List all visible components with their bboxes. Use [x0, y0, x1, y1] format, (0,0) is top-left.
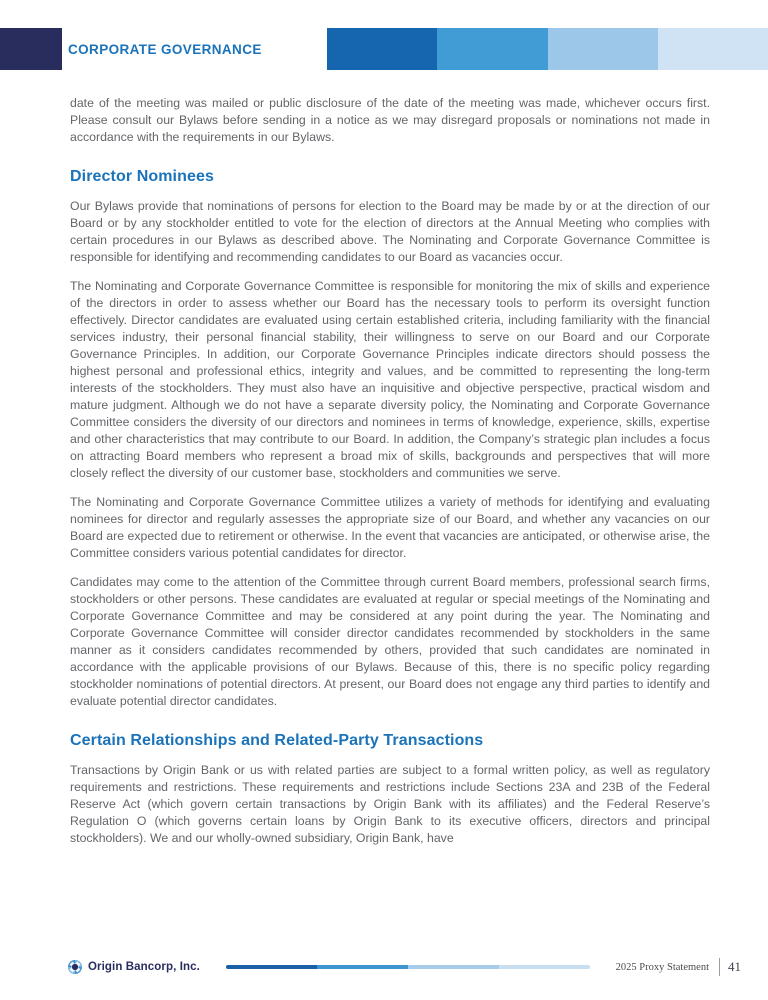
page-header: [0, 28, 768, 70]
paragraph-intro: date of the meeting was mailed or public disclosure of the date of the meeting was made, whichever occurs first. Please consult our Bylaws before sending in a notice as we may disregard proposals or nominations not made in accordance with the requirements in our Bylaws.: [70, 96, 710, 144]
paragraph-nominations: Our Bylaws provide that nominations of persons for election to the Board may be made by or at the direction of our Board or by any stockholder entitled to vote for the election of directors at the Annual Meeting who complies with certain procedures in our Bylaws as described above. The Nominating and Corporate Governance Committee is responsible for identifying and recommending candidates to our Board as vacancies occur.: [70, 199, 710, 264]
header-bar-segment-1: [327, 28, 437, 70]
header-navy-block: [0, 28, 62, 70]
footer-doc-title: 2025 Proxy Statement: [615, 961, 709, 973]
section-title: CORPORATE GOVERNANCE: [68, 41, 262, 57]
header-bar-segment-3: [548, 28, 658, 70]
footer-separator: [719, 958, 720, 976]
footer-company-name: Origin Bancorp, Inc.: [88, 961, 200, 973]
footer-gradient-rule: [226, 965, 590, 969]
paragraph-mix-of-skills: The Nominating and Corporate Governance Committee is responsible for monitoring the mix of skills and experience of the directors in order to assess whether our Board has the necessary tools to perform its oversight function effectively. Director candidates are evaluated using certain established criteria, including familiarity with the financial services industry, their personal financial stability, their willingness to serve on our Board and our Corporate Governance Principles. In addition, our Corporate Governance Principles indicate directors should possess the highest personal and professional ethics, integrity and values, and be committed to representing the long-term interests of the stockholders. They must also have an inquisitive and objective perspective, practical wisdom and mature judgment. Although we do not have a separate diversity policy, the Nominating and Corporate Governance Committee considers the diversity of our directors and nominees in terms of knowledge, experience, skills, expertise and other characteristics that may contribute to our Board. In addition, the Company’s strategic plan includes a focus on attracting Board members who represent a broad mix of skills, backgrounds and perspectives that will more closely reflect the diversity of our customer base, stockholders and communities we serve.: [70, 279, 710, 480]
page-footer: [68, 956, 741, 978]
header-bar-segment-4: [658, 28, 768, 70]
page-number: 41: [728, 959, 741, 974]
paragraph-transactions: Transactions by Origin Bank or us with related parties are subject to a formal written policy, as well as regulatory requirements and restrictions. These requirements and restrictions include Sections 23A and 23B of the Federal Reserve Act (which govern certain transactions by Origin Bank with its affiliates) and the Federal Reserve’s Regulation O (which governs certain loans by Origin Bank to its executive officers, directors and principal stockholders). We and our wholly-owned subsidiary, Origin Bank, have: [70, 763, 710, 845]
paragraph-candidates: Candidates may come to the attention of the Committee through current Board members, professional search firms, stockholders or other persons. These candidates are evaluated at regular or special meetings of the Nominating and Corporate Governance Committee and may be considered at any point during the year. The Nominating and Corporate Governance Committee will consider director candidates recommended by stockholders in the same manner as it considers candidates recommended by others, provided that such candidates are nominated in accordance with the applicable provisions of our Bylaws. Because of this, there is no specific policy regarding stockholder nominations of potential directors. At present, our Board does not engage any third parties to identify and evaluate potential director candidates.: [70, 575, 710, 708]
footer-rule-segment-3: [408, 965, 499, 969]
header-gradient-bar: [327, 28, 768, 70]
document-body: [70, 95, 710, 859]
footer-rule-segment-1: [226, 965, 317, 969]
heading-related-party: Certain Relationships and Related-Party Transactions: [70, 732, 484, 749]
footer-rule-segment-2: [317, 965, 408, 969]
heading-director-nominees: Director Nominees: [70, 168, 214, 185]
footer-rule-segment-4: [499, 965, 590, 969]
paragraph-methods: The Nominating and Corporate Governance Committee utilizes a variety of methods for identifying and evaluating nominees for director and regularly assesses the appropriate size of our Board, and whether any vacancies on our Board are expected due to retirement or otherwise. In the event that vacancies are anticipated, or otherwise arise, the Committee considers various potential candidates for director.: [70, 495, 710, 560]
header-bar-segment-2: [437, 28, 547, 70]
origin-bancorp-logo-icon: [68, 960, 82, 974]
